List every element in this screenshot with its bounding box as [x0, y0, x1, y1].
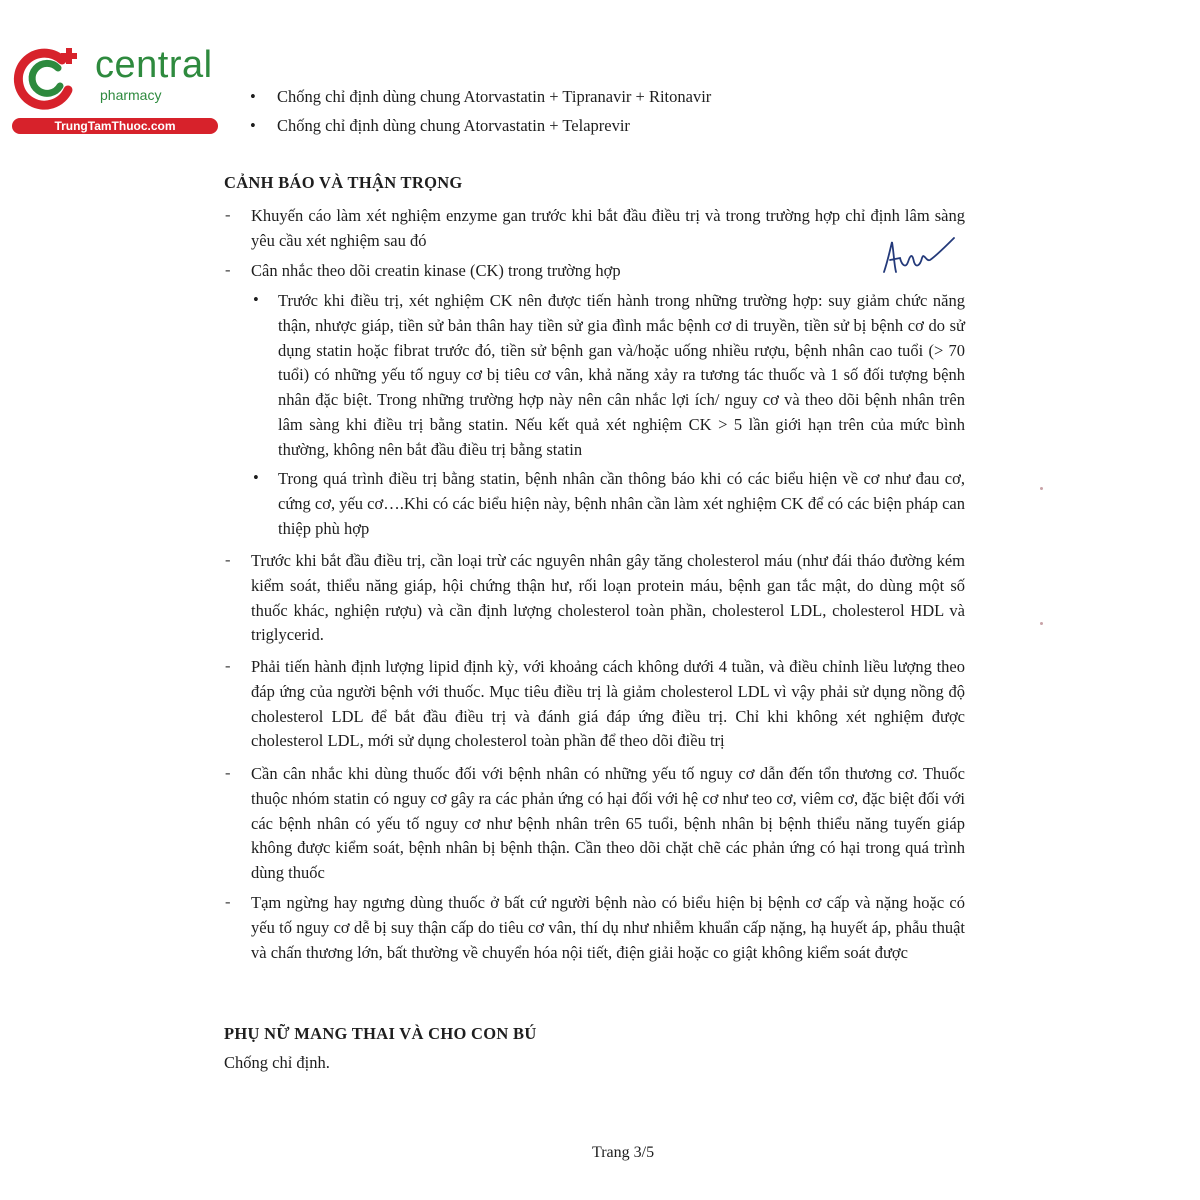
warning-item-4: Phải tiến hành định lượng lipid định kỳ, với khoảng cách không dưới 4 tuần, và điều chỉnh liều lượng theo đáp ứng của người bệnh với thuốc. Mục tiêu điều trị là giảm cholesterol LDL vì vậy phải sử dụng nồng độ cholesterol LDL để bắt đầu điều trị và đánh giá đáp ứng điều trị. Chỉ khi không xét nghiệm được cholesterol LDL, mới sử dụng cholesterol toàn phần để theo dõi điều trị: [251, 657, 965, 751]
logo-brand: central: [95, 44, 213, 86]
pregnancy-heading: PHỤ NỮ MANG THAI VÀ CHO CON BÚ: [224, 1024, 537, 1043]
dash-marker: -: [225, 763, 231, 782]
signature-icon: [880, 232, 960, 282]
warning-item-6: Tạm ngừng hay ngưng dùng thuốc ở bất cứ người bệnh nào có biểu hiện bị bệnh cơ cấp và nặng hoặc có yếu tố nguy cơ dễ bị suy thận cấp do tiêu cơ vân, thí dụ như nhiễm khuẩn cấp nặng, hạ huyết áp, phẫu thuật và chấn thương lớn, bất thường về chuyển hóa nội tiết, điện giải hoặc co giật không kiểm soát được: [251, 893, 965, 962]
warning-item-1: Khuyến cáo làm xét nghiệm enzyme gan trước khi bắt đầu điều trị và trong trường hợp chỉ định lâm sàng yêu cầu xét nghiệm sau đó: [251, 206, 965, 250]
contraindication-text: Chống chỉ định dùng chung Atorvastatin + Telaprevir: [277, 116, 630, 135]
warning-item-2-sub-2: Trong quá trình điều trị bằng statin, bệnh nhân cần thông báo khi có các biểu hiện về cơ như đau cơ, cứng cơ, yếu cơ….Khi có các biểu hiện này, bệnh nhân cần làm xét nghiệm CK để có các biện pháp can thiệp phù hợp: [278, 469, 965, 538]
bullet-marker: •: [250, 87, 256, 106]
warning-item-2: Cân nhắc theo dõi creatin kinase (CK) trong trường hợp: [251, 261, 621, 280]
dash-marker: -: [225, 892, 231, 911]
warnings-heading: CẢNH BÁO VÀ THẬN TRỌNG: [224, 173, 463, 192]
scan-speck: [1040, 487, 1043, 490]
warning-item-2-sub-1: Trước khi điều trị, xét nghiệm CK nên được tiến hành trong những trường hợp: suy giảm chức năng thận, nhược giáp, tiền sử bản thân hay tiền sử gia đình mắc bệnh cơ di truyền, tiền sử bị bệnh cơ do sử dụng statin hoặc fibrat trước đó, tiền sử bệnh gan và/hoặc uống nhiều rượu, bệnh nhân cao tuổi (> 70 tuổi) có những yếu tố nguy cơ bị tiêu cơ vân, khả năng xảy ra tương tác thuốc và 1 số đối tượng bệnh nhân đặc biệt. Trong những trường hợp này nên cân nhắc lợi ích/ nguy cơ và theo dõi bệnh nhân trên lâm sàng khi điều trị bằng statin. Nếu kết quả xét nghiệm CK > 5 lần giới hạn trên của mức bình thường, không nên bắt đầu điều trị bằng statin: [278, 291, 965, 459]
dash-marker: -: [225, 550, 231, 569]
logo-subtitle: pharmacy: [100, 87, 162, 103]
bullet-marker: •: [253, 290, 259, 309]
bullet-marker: •: [253, 468, 259, 487]
logo-website: TrungTamThuoc.com: [12, 118, 218, 134]
warning-item-3: Trước khi bắt đầu điều trị, cần loại trừ các nguyên nhân gây tăng cholesterol máu (như đái tháo đường kém kiểm soát, thiểu năng giáp, hội chứng thận hư, rối loạn protein máu, bệnh gan tắc mật, do dùng một số thuốc khác, nghiện rượu) và cần định lượng cholesterol toàn phần, cholesterol LDL, cholesterol HDL và triglycerid.: [251, 551, 965, 645]
page-number: Trang 3/5: [592, 1144, 655, 1161]
scan-speck: [1040, 622, 1043, 625]
dash-marker: -: [225, 260, 231, 279]
pregnancy-text: Chống chỉ định.: [224, 1053, 330, 1072]
contraindication-text: Chống chỉ định dùng chung Atorvastatin + Tipranavir + Ritonavir: [277, 87, 712, 106]
dash-marker: -: [225, 656, 231, 675]
dash-marker: -: [225, 205, 231, 224]
warning-item-5: Cần cân nhắc khi dùng thuốc đối với bệnh nhân có những yếu tố nguy cơ dẫn đến tổn thương cơ. Thuốc thuộc nhóm statin có nguy cơ gây ra các phản ứng có hại đối với hệ cơ như teo cơ, viêm cơ, đặc biệt đối với các bệnh nhân có yếu tố nguy cơ như bệnh nhân trên 65 tuổi, bệnh nhân bị bệnh thiểu năng tuyến giáp không được kiểm soát, bệnh nhân bị bệnh thận. Cần theo dõi chặt chẽ các phản ứng có hại trong quá trình dùng thuốc: [251, 764, 965, 883]
bullet-marker: •: [250, 116, 256, 135]
